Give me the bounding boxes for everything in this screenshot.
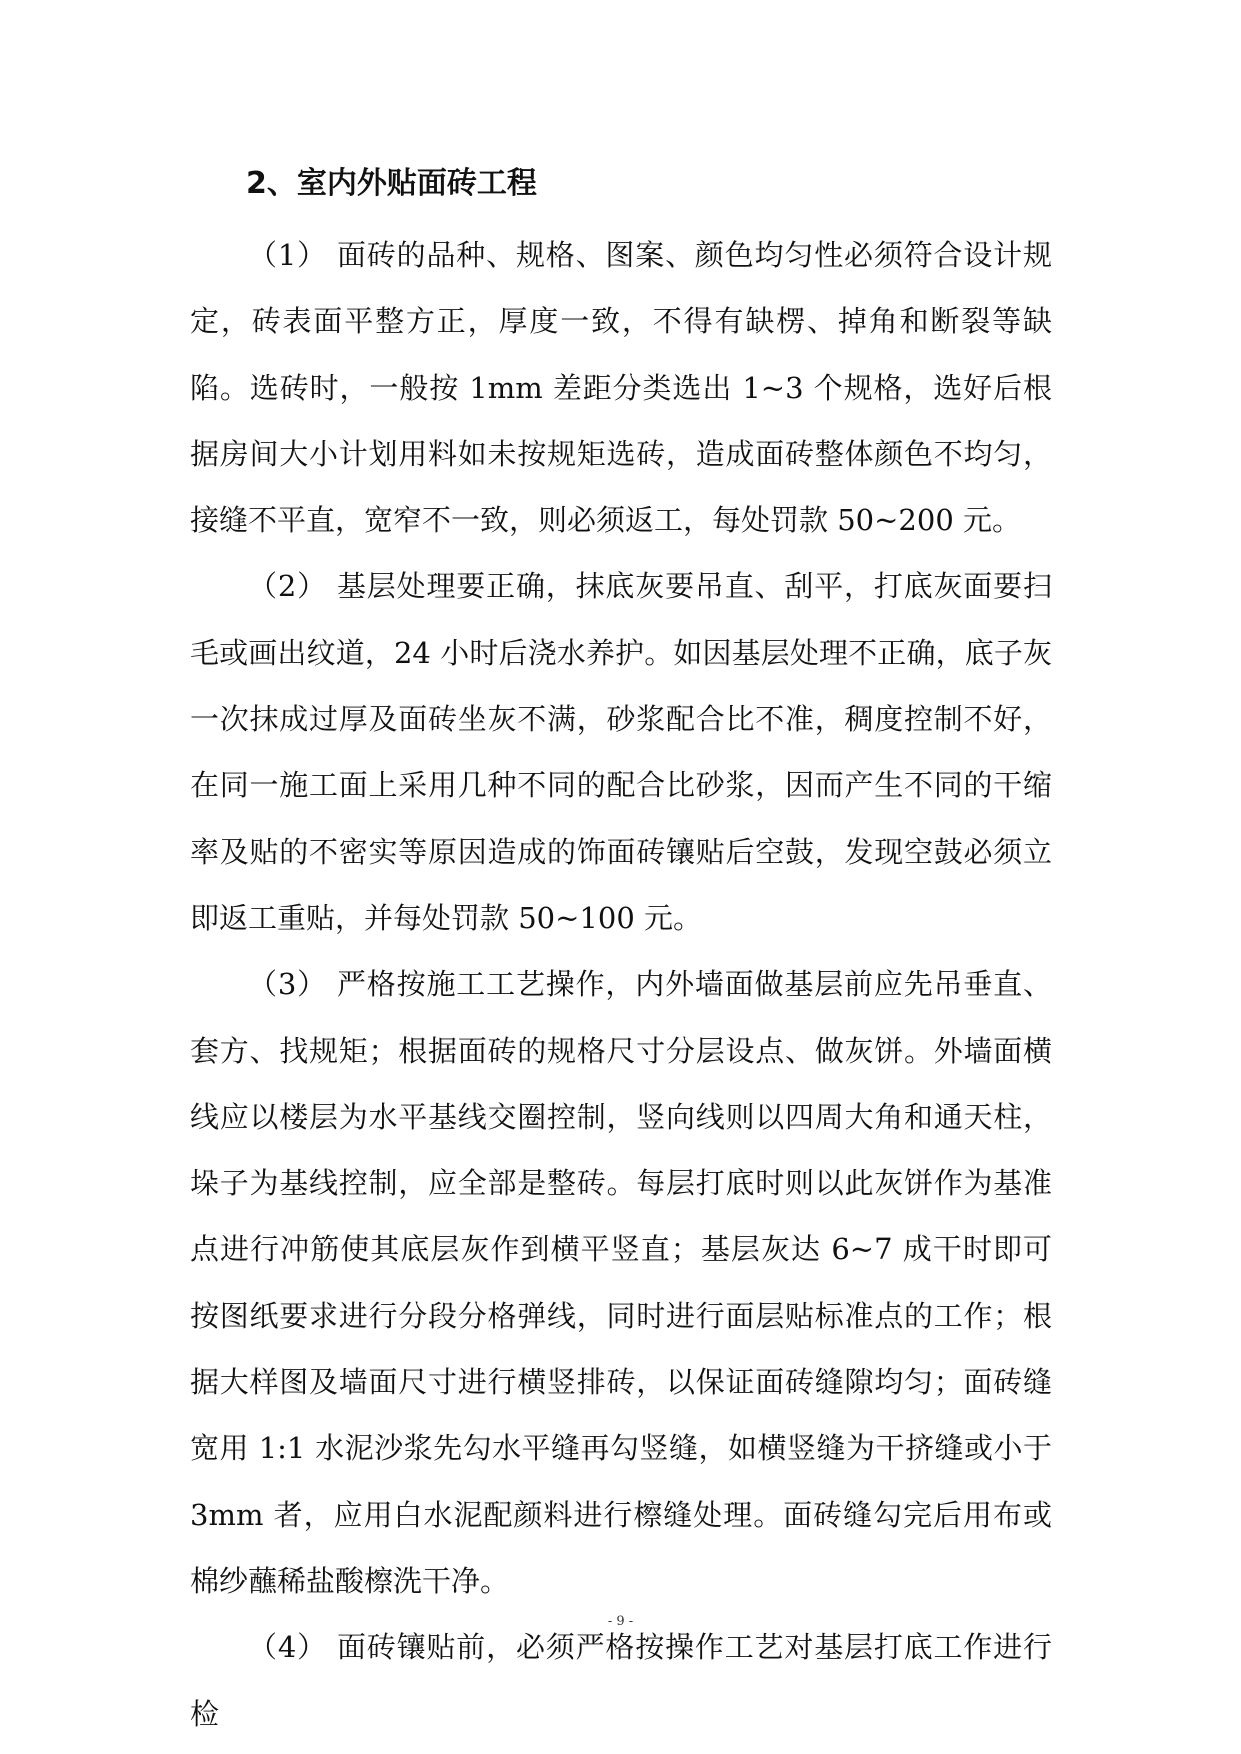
paragraph-1: （1） 面砖的品种、规格、图案、颜色均匀性必须符合设计规定，砖表面平整方正，厚度一致，不得有缺楞、掉角和断裂等缺陷。选砖时，一般按 1mm 差距分类选出 1~3 个规格，选好后根据房间大小计划用料如未按规矩选砖，造成面砖整体颜色不均匀，接缝不平直，宽窄不一致，则必须返工，每处罚款 50~200 元。 — [190, 238, 1052, 538]
paragraph-4: （4） 面砖镶贴前，必须严格按操作工艺对基层打底工作进行检 — [190, 1630, 1052, 1731]
paragraph-2: （2） 基层处理要正确，抹底灰要吊直、刮平，打底灰面要扫毛或画出纹道，24 小时后浇水养护。如因基层处理不正确，底子灰一次抹成过厚及面砖坐灰不满，砂浆配合比不准，稠度控制不好，在同一施工面上采用几种不同的配合比砂浆，因而产生不同的干缩率及贴的不密实等原因造成的饰面砖镶贴后空鼓，发现空鼓必须立即返工重贴，并每处罚款 50~100 元。 — [190, 569, 1052, 935]
paragraph-3: （3） 严格按施工工艺操作，内外墙面做基层前应先吊垂直、套方、找规矩；根据面砖的规格尺寸分层设点、做灰饼。外墙面横线应以楼层为水平基线交圈控制，竖向线则以四周大角和通天柱，垛子为基线控制，应全部是整砖。每层打底时则以此灰饼作为基准点进行冲筋使其底层灰作到横平竖直；基层灰达 6~7 成干时即可按图纸要求进行分段分格弹线，同时进行面层贴标准点的工作；根据大样图及墙面尺寸进行横竖排砖，以保证面砖缝隙均匀；面砖缝宽用 1:1 水泥沙浆先勾水平缝再勾竖缝，如横竖缝为干挤缝或小于 3mm 者，应用白水泥配颜料进行檫缝处理。面砖缝勾完后用布或棉纱蘸稀盐酸檫洗干净。 — [190, 967, 1052, 1598]
page-number: - 9 - — [607, 1614, 634, 1629]
body-text — [190, 222, 1052, 1747]
section-heading: 2、室内外贴面砖工程 — [246, 166, 537, 201]
